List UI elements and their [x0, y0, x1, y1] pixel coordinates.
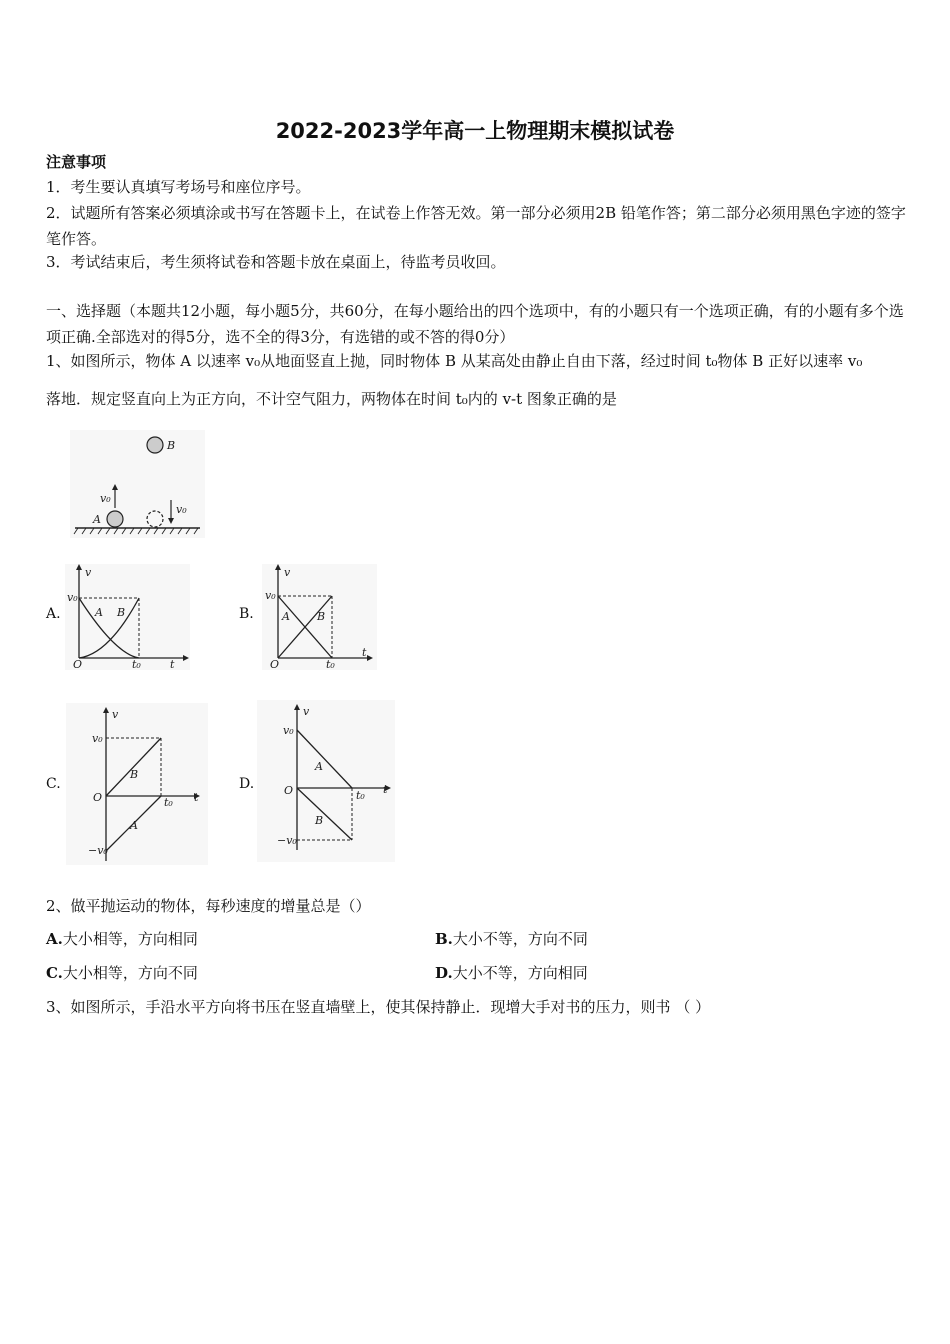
q2-option-c-text: 大小相等，方向不同 — [62, 964, 198, 982]
origin-label: O — [93, 791, 103, 804]
t0-label: t₀ — [164, 796, 173, 809]
arrow-b-label: v₀ — [176, 503, 187, 516]
option-d-label[interactable]: D. — [239, 776, 255, 792]
series-a-label: A — [130, 819, 138, 832]
q2-option-b-text: 大小不等，方向不同 — [452, 930, 588, 948]
question-1-line-1: 1、如图所示，物体 A 以速率 v₀从地面竖直上抛，同时物体 B 从某高处由静止自由下落，经过时间 t₀物体 B 正好以速率 v₀ — [46, 352, 863, 370]
arrow-a-label: v₀ — [100, 492, 111, 505]
v0-label: v₀ — [67, 591, 78, 604]
option-a-label[interactable]: A. — [46, 606, 61, 622]
axis-t-label: t — [362, 646, 367, 659]
ball-b-label: B — [167, 439, 176, 452]
axis-t-label: t — [383, 783, 388, 796]
v0-label: v₀ — [265, 589, 276, 602]
axis-v-label: v — [303, 705, 310, 718]
option-b-graph[interactable] — [262, 564, 377, 670]
series-a-label: A — [315, 760, 323, 773]
notice-item-1: 1．考生要认真填写考场号和座位序号。 — [46, 178, 311, 196]
t0-label: t₀ — [356, 789, 365, 802]
series-b-label: B — [130, 768, 139, 781]
option-d-graph[interactable] — [257, 700, 395, 862]
axis-v-label: v — [85, 566, 92, 579]
series-b-label: B — [315, 814, 324, 827]
option-a-graph[interactable] — [65, 564, 190, 670]
option-c-graph[interactable] — [66, 703, 208, 865]
q2-option-c-key: C. — [46, 964, 63, 982]
series-b-label: B — [317, 610, 326, 623]
option-b-label[interactable]: B. — [239, 606, 254, 622]
origin-label: O — [284, 784, 294, 797]
ball-a-label: A — [93, 513, 101, 526]
ball-a — [107, 511, 123, 527]
series-a-label: A — [282, 610, 290, 623]
v0-label: v₀ — [92, 732, 103, 745]
axis-t-label: t — [194, 791, 199, 804]
notice-item-3: 3．考试结束后，考生须将试卷和答题卡放在桌面上，待监考员收回。 — [46, 253, 506, 271]
origin-label: O — [73, 658, 83, 671]
q2-option-d-text: 大小不等，方向相同 — [452, 964, 588, 982]
section-heading: 一、选择题（本题共12小题，每小题5分，共60分，在每小题给出的四个选项中，有的小题只有一个选项正确，有的小题有多个选项正确.全部选对的得5分，选不全的得3分，有选错的或不答的得0分） — [46, 302, 904, 346]
axis-t-label: t — [170, 658, 175, 671]
question-3-stem: 3、如图所示，手沿水平方向将书压在竖直墙壁上，使其保持静止．现增大手对书的压力，则书 （ ） — [46, 998, 711, 1016]
question-1-line-2: 落地．规定竖直向上为正方向，不计空气阻力，两物体在时间 t₀内的 v-t 图象正确的是 — [46, 390, 617, 408]
t0-label: t₀ — [326, 658, 335, 671]
neg-v0-label: −v₀ — [88, 844, 108, 857]
series-b-label: B — [117, 606, 126, 619]
question-1-scenario-figure — [70, 430, 205, 538]
q2-option-a-key: A. — [46, 930, 63, 948]
q2-option-b-key: B. — [435, 930, 453, 948]
q2-option-b[interactable] — [435, 929, 588, 949]
axis-v-label: v — [284, 566, 291, 579]
notice-heading: 注意事项 — [46, 153, 107, 171]
option-c-label[interactable]: C. — [46, 776, 61, 792]
origin-label: O — [270, 658, 280, 671]
q2-option-a[interactable] — [46, 929, 198, 949]
neg-v0-label: −v₀ — [277, 834, 297, 847]
ball-b — [147, 437, 163, 453]
q2-option-d[interactable] — [435, 963, 588, 983]
v0-label: v₀ — [283, 724, 294, 737]
series-a-label: A — [95, 606, 103, 619]
t0-label: t₀ — [132, 658, 141, 671]
q2-option-a-text: 大小相等，方向相同 — [62, 930, 198, 948]
q2-option-d-key: D. — [435, 964, 453, 982]
notice-item-2: 2．试题所有答案必须填涂或书写在答题卡上，在试卷上作答无效。第一部分必须用2B 铅笔作答；第二部分必须用黑色字迹的签字笔作答。 — [46, 204, 906, 248]
question-2-stem: 2、做平抛运动的物体，每秒速度的增量总是（） — [46, 897, 371, 915]
axis-v-label: v — [112, 708, 119, 721]
q2-option-c[interactable] — [46, 963, 198, 983]
page-title: 2022-2023学年高一上物理期末模拟试卷 — [275, 119, 675, 143]
